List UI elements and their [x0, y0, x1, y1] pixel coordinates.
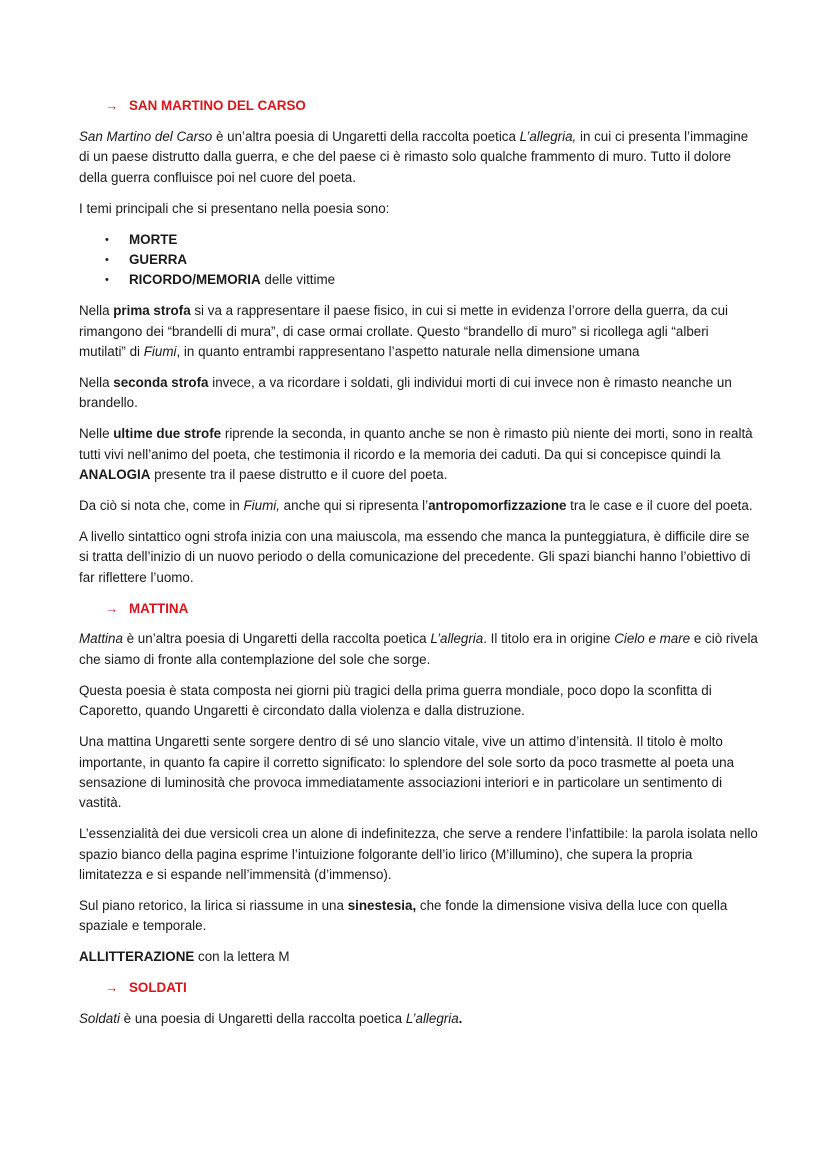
- paragraph-essenzialita: L’essenzialità dei due versicoli crea un alone di indefinitezza, che serve a rendere l’infattibile: la parola isolata nello spazio bianco della pagina esprime l’intuizione folgorante dell’io lirico (M’illumino), che supera la propria limitatezza e si espande nell’immensità (d’immenso).: [79, 826, 758, 883]
- poem-title: Fiumi,: [243, 497, 280, 513]
- poem-title: Fiumi: [143, 344, 177, 360]
- section-title: SAN MARTINO DEL CARSO: [129, 98, 306, 113]
- text: in cui ci presenta l’immagine di un paese distrutto dalla guerra, e che del paese ci è rimasto solo qualche frammento di muro. Tutto il dolore della guerra confluisce poi nel cuore del poeta.: [79, 128, 749, 185]
- paragraph-allitterazione: [79, 947, 759, 967]
- text: è una poesia di Ungaretti della raccolta poetica: [119, 1011, 406, 1027]
- paragraph-caporetto: Questa poesia è stata composta nei giorni più tragici della prima guerra mondiale, poco dopo la sconfitta di Caporetto, quando Ungaretti è circondato dalla violenza e dalla distruzione.: [79, 682, 712, 719]
- arrow-right-icon: →: [105, 600, 119, 616]
- document-page: [79, 96, 759, 1040]
- text: è un’altra poesia di Ungaretti della raccolta poetica: [122, 631, 431, 647]
- paragraph-antropomorfizzazione: [79, 496, 759, 516]
- emphasis: antropomorfizzazione: [428, 497, 567, 513]
- paragraph-prima-strofa: [79, 301, 759, 362]
- text: .: [458, 1011, 463, 1027]
- bullet-icon: •: [105, 274, 109, 287]
- theme-label: MORTE: [129, 231, 178, 247]
- section-title: MATTINA: [129, 600, 189, 616]
- list-item: [105, 270, 759, 290]
- bullet-icon: •: [105, 233, 109, 246]
- list-item: [105, 230, 759, 250]
- text: , in quanto entrambi rappresentano l’aspetto naturale nella dimensione umana: [176, 344, 640, 360]
- paragraph-slancio-vitale: Una mattina Ungaretti sente sorgere dentro di sé uno slancio vitale, vive un attimo d’intensità. Il titolo è molto importante, in quanto fa capire il corretto significato: lo splendore del sole sorto da poco trasmette al poeta una sensazione di luminosità che provoca immediatamente associazioni interiori e in particolare un sentimento di vastità.: [79, 734, 735, 811]
- collection-title: L’allegria: [430, 631, 484, 647]
- collection-title: L’allegria: [405, 1011, 459, 1027]
- text: . Il titolo era in origine: [483, 631, 615, 647]
- text: Sul piano retorico, la lirica si riassume in una: [79, 897, 348, 913]
- poem-title: Mattina: [79, 631, 123, 647]
- text: si va a rappresentare il paese fisico, in cui si mette in evidenza l’orrore della guerra, da cui rimangono dei “brandelli di mura”, di case ormai crollate. Questo “brandello di muro” si ricollega agli “alberi mutilati” di: [79, 303, 729, 360]
- original-title: Cielo e mare: [614, 631, 691, 647]
- text: Nella: [79, 374, 114, 390]
- theme-label: GUERRA: [129, 251, 188, 267]
- emphasis: sinestesia,: [347, 897, 417, 913]
- poem-title: Soldati: [79, 1011, 120, 1027]
- section-title: SOLDATI: [129, 980, 187, 996]
- text: con la lettera M: [194, 949, 290, 965]
- paragraph-intro: [79, 127, 759, 188]
- paragraph-ultime-strofe: [79, 424, 759, 485]
- text: tra le case e il cuore del poeta.: [566, 497, 753, 513]
- section-heading-soldati: [105, 978, 759, 998]
- text: anche qui si ripresenta l’: [279, 497, 429, 513]
- paragraph-mattina-intro: [79, 629, 759, 670]
- text: e ciò rivela che siamo di fronte alla contemplazione del sole che sorge.: [79, 631, 758, 667]
- paragraph-themes-intro: I temi principali che si presentano nella poesia sono:: [79, 200, 390, 216]
- section-heading-mattina: [105, 599, 759, 619]
- text: presente tra il paese distrutto e il cuore del poeta.: [150, 467, 448, 483]
- theme-label: RICORDO/MEMORIA: [129, 272, 261, 288]
- text: è un’altra poesia di Ungaretti della raccolta poetica: [212, 128, 520, 144]
- text: delle vittime: [260, 272, 336, 288]
- emphasis: ALLITTERAZIONE: [79, 949, 195, 965]
- text: riprende la seconda, in quanto anche se non è rimasto più niente dei morti, sono in realtà tutti vivi nell’animo del poeta, che testimonia il ricordo e la memoria dei caduti. Da qui si concepisce quindi la: [79, 426, 753, 462]
- paragraph-sintattico: A livello sintattico ogni strofa inizia con una maiuscola, ma essendo che manca la punteggiatura, è difficile dire se si tratta dell’inizio di un nuovo periodo o della comunicazione del precedente. Gli spazi bianchi hanno l’obiettivo di far riflettere l’uomo.: [79, 528, 751, 585]
- emphasis: ultime due strofe: [113, 426, 222, 442]
- paragraph-soldati-intro: [79, 1009, 759, 1029]
- emphasis: prima strofa: [113, 303, 191, 319]
- text: invece, a va ricordare i soldati, gli individui morti di cui invece non è rimasto neanche un brandello.: [79, 374, 732, 411]
- emphasis: ANALOGIA: [79, 467, 151, 483]
- themes-list: [79, 230, 759, 291]
- paragraph-sinestesia: [79, 896, 759, 937]
- text: che fonde la dimensione visiva della luce con quella spaziale e temporale.: [79, 897, 728, 934]
- arrow-right-icon: →: [105, 98, 119, 113]
- list-item: [105, 250, 759, 270]
- poem-title: San Martino del Carso: [79, 128, 213, 144]
- text: Da ciò si nota che, come in: [79, 497, 244, 513]
- section-heading-san-martino: [105, 96, 759, 116]
- arrow-right-icon: →: [105, 980, 119, 996]
- paragraph-seconda-strofa: [79, 373, 759, 414]
- emphasis: seconda strofa: [113, 374, 209, 390]
- text: Nelle: [79, 426, 114, 442]
- collection-title: L’allegria,: [519, 128, 577, 144]
- text: Nella: [79, 303, 114, 319]
- bullet-icon: •: [105, 253, 109, 266]
